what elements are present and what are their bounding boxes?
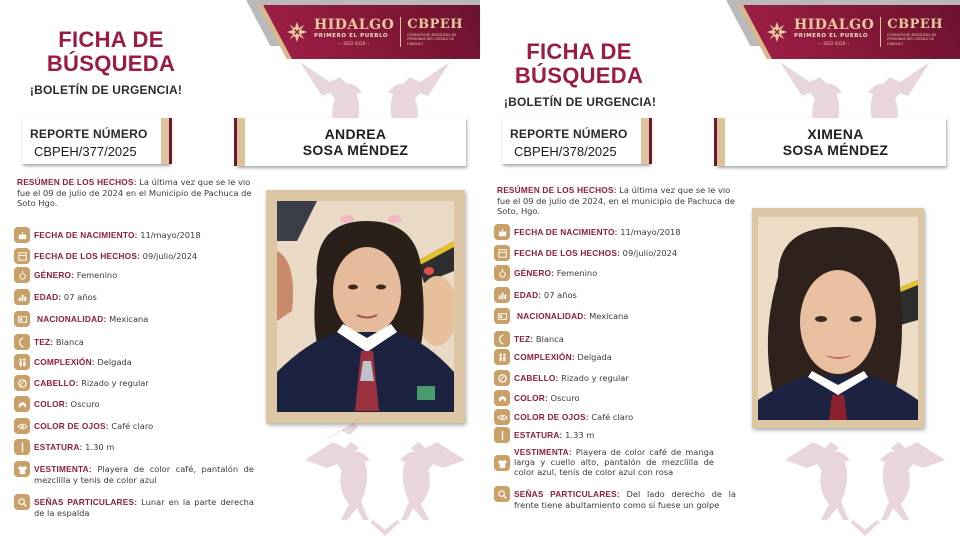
- urgent-bulletin-subtitle: ¡BOLETÍN DE URGENCIA!: [503, 95, 657, 109]
- header-logos: [766, 10, 956, 54]
- photo-frame: [752, 208, 924, 428]
- title-line-1: FICHA DE: [58, 27, 164, 52]
- first-name: ANDREA: [324, 126, 387, 142]
- fact-skin-tone: TEZ: Blanca: [14, 337, 84, 350]
- magnifier-icon: [14, 494, 30, 510]
- id-card-icon: [14, 311, 30, 327]
- bird-pattern-bottom: [780, 420, 950, 540]
- height-icon: [494, 427, 510, 443]
- shirt-icon: [494, 455, 510, 471]
- fact-hair-color: COLOR: Oscuro: [14, 399, 100, 412]
- eye-icon: [14, 418, 30, 434]
- age-icon: [494, 287, 510, 303]
- summary-label: RESÚMEN DE LOS HECHOS:: [497, 185, 617, 195]
- cake-icon: [14, 227, 30, 243]
- hidalgo-logo: [794, 18, 874, 46]
- poster-title: [16, 28, 206, 76]
- fact-birth-date: FECHA DE NACIMIENTO: 11/mayo/2018: [14, 230, 201, 243]
- report-number-card: [502, 118, 650, 164]
- first-name: XIMENA: [807, 126, 864, 142]
- agency-title: CBPEH: [407, 16, 464, 32]
- hair-icon: [494, 370, 510, 386]
- last-name: SOSA MÉNDEZ: [782, 142, 889, 158]
- title-line-1: FICHA DE: [526, 39, 632, 64]
- agency-title: CBPEH: [887, 16, 944, 32]
- facts-summary: [17, 177, 257, 209]
- fact-gender: GÉNERO: Femenino: [494, 268, 597, 281]
- summary-text: La última vez que se le vio fue el 09 de julio de 2024 en el Municipio de Pachuca de Soto Hgo.: [17, 177, 252, 208]
- brand-title: HIDALGO: [794, 17, 875, 34]
- hair-color-icon: [494, 390, 510, 406]
- fact-nationality: NACIONALIDAD: Mexicana: [494, 311, 628, 324]
- brand-years: — 2022-2028 —: [817, 40, 851, 46]
- id-card-icon: [494, 308, 510, 324]
- face-profile-icon: [494, 331, 510, 347]
- fact-eye-color: COLOR DE OJOS: Café claro: [494, 412, 633, 425]
- last-name: SOSA MÉNDEZ: [302, 142, 409, 158]
- fact-hair: CABELLO: Rizado y regular: [14, 378, 149, 391]
- hidalgo-logo: [314, 18, 394, 46]
- fact-nationality: NACIONALIDAD: Mexicana: [14, 314, 148, 327]
- fact-skin-tone: TEZ: Blanca: [494, 334, 564, 347]
- calendar-icon: [494, 245, 510, 261]
- calendar-icon: [14, 248, 30, 264]
- person-name: [725, 126, 946, 158]
- fact-clothing: VESTIMENTA: Playera de color café de manga larga y cuello alto, pantalón de mezclilla de color azul, tenis de color azul con rosa: [494, 447, 714, 477]
- fact-height: ESTATURA: 1.30 m: [14, 442, 114, 455]
- poster-title: [484, 40, 674, 88]
- fact-clothing: VESTIMENTA: Playera de color café, pantalón de mezclilla y tenis de color azul: [14, 464, 254, 485]
- person-photo: [758, 217, 918, 420]
- fact-build: COMPLEXIÓN: Delgada: [14, 357, 132, 370]
- person-photo: [277, 201, 454, 412]
- age-icon: [14, 289, 30, 305]
- fact-hair-color: COLOR: Oscuro: [494, 393, 580, 406]
- fact-height: ESTATURA: 1.33 m: [494, 430, 594, 443]
- brand-title: HIDALGO: [314, 17, 395, 34]
- search-poster-ximena: [480, 0, 960, 540]
- gender-icon: [494, 265, 510, 281]
- fact-distinguishing-marks: SEÑAS PARTICULARES: Del lado derecho de la frente tiene abultamiento como si fuese un golpe: [494, 489, 736, 510]
- cbpeh-logo: [887, 18, 949, 46]
- cbpeh-logo: [407, 18, 469, 46]
- summary-text: La última vez que se le vio fue el 09 de julio de 2024, en el municipio de Pachuca de Soto, Hgo.: [497, 185, 736, 216]
- hidalgo-star-logo-icon: [286, 21, 308, 43]
- logo-divider: [400, 17, 401, 47]
- fact-hair: CABELLO: Rizado y regular: [494, 373, 629, 386]
- fact-gender: GÉNERO: Femenino: [14, 270, 117, 283]
- person-name-card: [716, 118, 946, 166]
- summary-label: RESÚMEN DE LOS HECHOS:: [17, 177, 137, 187]
- urgent-bulletin-subtitle: ¡BOLETÍN DE URGENCIA!: [29, 83, 183, 97]
- report-label: REPORTE NÚMERO: [510, 127, 628, 141]
- body-icon: [14, 354, 30, 370]
- fact-birth-date: FECHA DE NACIMIENTO: 11/mayo/2018: [494, 227, 681, 240]
- fact-build: COMPLEXIÓN: Delgada: [494, 352, 612, 365]
- hair-icon: [14, 375, 30, 391]
- fact-event-date: FECHA DE LOS HECHOS: 09/julio/2024: [494, 248, 677, 261]
- report-number: CBPEH/378/2025: [514, 144, 617, 159]
- header-logos: [286, 10, 476, 54]
- magnifier-icon: [494, 486, 510, 502]
- gender-icon: [14, 267, 30, 283]
- title-line-2: BÚSQUEDA: [514, 63, 644, 88]
- fact-age: EDAD: 07 años: [14, 292, 97, 305]
- cake-icon: [494, 224, 510, 240]
- report-number: CBPEH/377/2025: [34, 144, 137, 159]
- shirt-icon: [14, 461, 30, 477]
- hidalgo-star-logo-icon: [766, 21, 788, 43]
- fact-eye-color: COLOR DE OJOS: Café claro: [14, 421, 153, 434]
- height-icon: [14, 439, 30, 455]
- report-number-card: [22, 118, 170, 164]
- report-label: REPORTE NÚMERO: [30, 127, 148, 141]
- logo-divider: [880, 17, 881, 47]
- eye-icon: [494, 409, 510, 425]
- photo-frame: [266, 190, 465, 423]
- fact-event-date: FECHA DE LOS HECHOS: 09/julio/2024: [14, 251, 197, 264]
- body-icon: [494, 349, 510, 365]
- person-name: [245, 126, 466, 158]
- facts-summary: [497, 185, 737, 217]
- title-line-2: BÚSQUEDA: [46, 51, 176, 76]
- hair-color-icon: [14, 396, 30, 412]
- brand-years: — 2022-2028 —: [337, 40, 371, 46]
- brand-subtitle: PRIMERO EL PUEBLO: [794, 33, 869, 40]
- agency-subtitle: COMISIÓN DE BÚSQUEDA DE PERSONAS DEL ESTADO DE HIDALGO: [887, 32, 937, 46]
- person-name-card: [236, 118, 466, 166]
- face-profile-icon: [14, 334, 30, 350]
- fact-age: EDAD: 07 años: [494, 290, 577, 303]
- fact-distinguishing-marks: SEÑAS PARTICULARES: Lunar en la parte derecha de la espalda: [14, 497, 254, 518]
- agency-subtitle: COMISIÓN DE BÚSQUEDA DE PERSONAS DEL ESTADO DE HIDALGO: [407, 32, 457, 46]
- brand-subtitle: PRIMERO EL PUEBLO: [314, 33, 389, 40]
- bird-pattern-bottom: [300, 420, 470, 540]
